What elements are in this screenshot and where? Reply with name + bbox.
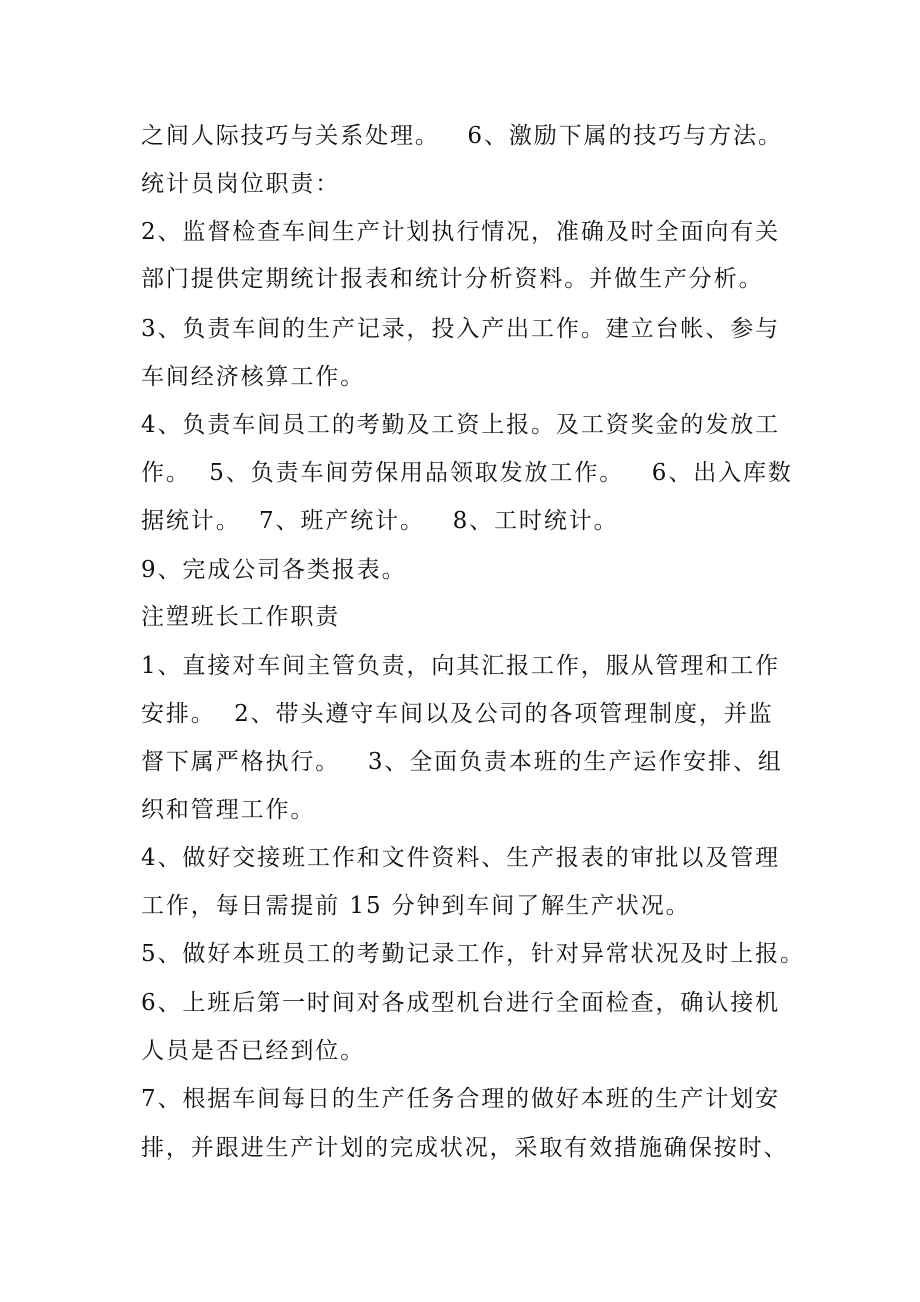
text-line: 5、做好本班员工的考勤记录工作，针对异常状况及时上报。 <box>141 941 805 967</box>
text-line: 安排。 2、带头遵守车间以及公司的各项管理制度，并监 <box>141 701 774 727</box>
text-line: 据统计。 7、班产统计。 8、工时统计。 <box>141 508 619 534</box>
text-line: 2、监督检查车间生产计划执行情况，准确及时全面向有关 <box>141 219 781 245</box>
text-line: 工作，每日需提前 15 分钟到车间了解生产状况。 <box>141 893 691 919</box>
text-line: 7、根据车间每日的生产任务合理的做好本班的生产计划安 <box>141 1086 781 1112</box>
text-line: 4、负责车间员工的考勤及工资上报。及工资奖金的发放工 <box>141 412 781 438</box>
text-line: 车间经济核算工作。 <box>141 364 366 390</box>
text-line: 部门提供定期统计报表和统计分析资料。并做生产分析。 <box>141 266 764 292</box>
section-heading-statistician: 统计员岗位职责： <box>141 171 341 197</box>
text-line: 督下属严格执行。 3、全面负责本班的生产运作安排、组 <box>141 749 783 775</box>
text-line: 3、负责车间的生产记录，投入产出工作。建立台帐、参与 <box>141 316 781 342</box>
text-line: 1、直接对车间主管负责，向其汇报工作，服从管理和工作 <box>141 653 781 679</box>
text-line: 4、做好交接班工作和文件资料、生产报表的审批以及管理 <box>141 845 781 871</box>
text-line: 9、完成公司各类报表。 <box>141 557 407 583</box>
text-line: 排，并跟进生产计划的完成状况，采取有效措施确保按时、 <box>141 1135 789 1161</box>
text-line: 之间人际技巧与关系处理。 6、激励下属的技巧与方法。 <box>141 123 783 149</box>
text-line: 作。 5、负责车间劳保用品领取发放工作。 6、出入库数 <box>141 460 793 486</box>
section-heading-injection-team-leader: 注塑班长工作职责 <box>141 604 341 630</box>
text-line: 6、上班后第一时间对各成型机台进行全面检查，确认接机 <box>141 990 781 1016</box>
text-line: 织和管理工作。 <box>141 797 316 823</box>
text-line: 人员是否已经到位。 <box>141 1038 366 1064</box>
